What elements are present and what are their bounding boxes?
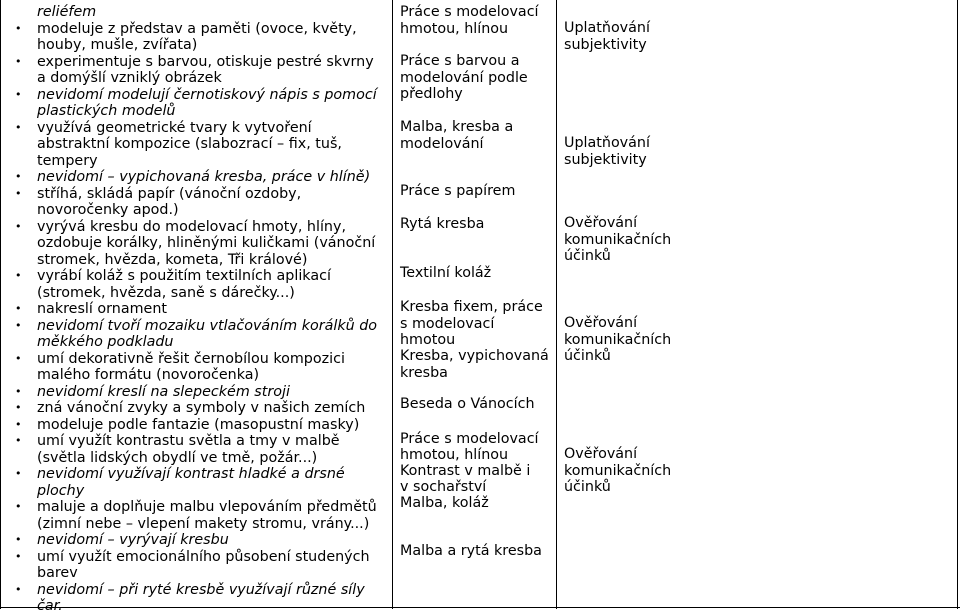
column-divider-1 [392,0,393,609]
outcome-list-item: • modeluje z představ a paměti (ovoce, květy, [37,21,357,38]
outcome-list-line: malého formátu (novoročenka) [37,367,260,383]
outcome-list-line: (stromek, hvězda, saně s dárečky...) [37,284,295,301]
outcome-list-line: abstraktní kompozice (slabozrací – fix, tuš, [37,136,342,152]
topic-entry: Práce s modelovací hmotou, hlínou [400,4,539,37]
outcome-list-item: • umí využít kontrastu světla a tmy v malbě [37,433,340,450]
outcome-list-item: • nevidomí – vypichovaná kresba, práce v hlíně) [37,169,370,186]
outcome-list-item: • stříhá, skládá papír (vánoční ozdoby, [37,186,301,203]
topic-entry: Kresba fixem, práce s modelovací hmotou [400,299,543,348]
outcome-list-item: • umí využít emocionálního působení studených [37,549,370,566]
cross-topic-entry: Uplatňování subjektivity [564,20,650,53]
outcome-list-line: ozdobuje korálky, hliněnými kuličkami (vánoční [37,235,376,251]
outcome-list-item: • modeluje podle fantazie (masopustní masky) [37,417,359,434]
outcome-list-line: tempery [37,152,98,169]
topic-entry: Kresba, vypichovaná kresba [400,348,549,381]
outcome-list-line: měkkého podkladu [37,334,174,350]
outcome-list-item: • nevidomí kreslí na slepeckém stroji [37,384,290,401]
outcome-list-line: (zimní nebe – vlepení makety stromu, vrány...) [37,515,370,532]
outcome-list-item: • zná vánoční zvyky a symboly v našich zemích [37,400,365,417]
outcome-list-line: (světla lidských obydlí ve tmě, požár...) [37,449,318,466]
outcome-list-item: • nevidomí – vyrývají kresbu [37,532,229,549]
topic-entry: Textilní koláž [400,265,492,281]
outcome-list-item: • využívá geometrické tvary k vytvoření [37,120,312,137]
outcome-list-line: a domýšlí vzniklý obrázek [37,70,222,86]
topic-entry: Beseda o Vánocích [400,396,535,412]
table-border-right [957,0,958,609]
outcome-list-line: plochy [37,482,85,499]
topic-entry: Malba, kresba a modelování [400,119,514,152]
outcome-list-line: barev [37,565,78,581]
outcome-list-line: stromek, hvězda, kometa, Tři králové) [37,251,308,268]
topic-entry: Práce s modelovací hmotou, hlínou Kontrast v malbě i v sochařství Malba, koláž [400,431,539,511]
cross-topic-entry: Uplatňování subjektivity [564,135,650,168]
outcome-list-item: • maluje a doplňuje malbu vlepováním předmětů [37,499,377,516]
outcome-list-item: • vyrývá kresbu do modelovací hmoty, hlíny, [37,219,346,236]
outcome-list-line: houby, mušle, zvířata) [37,37,198,53]
outcome-list-item: • nevidomí využívají kontrast hladké a drsné [37,466,345,483]
topic-entry: Práce s barvou a modelování podle předlohy [400,53,528,102]
outcome-list-item: • vyrábí koláž s použitím textilních aplikací [37,268,331,285]
outcome-list-item: • nevidomí modelují černotiskový nápis s pomocí [37,87,377,104]
table-border-bottom [0,607,960,608]
outcome-list-item: • nevidomí – při ryté kresbě využívají různé síly [37,582,365,599]
outcome-list-line: novoročenky apod.) [37,202,179,218]
outcome-list-line: čar. [37,598,63,614]
topic-entry: Rytá kresba [400,216,485,232]
topic-entry: Malba a rytá kresba [400,543,542,559]
topic-entry: Práce s papírem [400,183,516,199]
outcome-list-line: plastických modelů [37,103,176,119]
outcome-list-line: reliéfem [37,4,97,20]
cross-topic-entry: Ověřování komunikačních účinků [564,315,672,364]
outcome-list-item: • experimentuje s barvou, otiskuje pestré skvrny [37,54,374,71]
outcome-list-item: • umí dekorativně řešit černobílou kompozici [37,351,345,368]
column-divider-2 [556,0,557,609]
cross-topic-entry: Ověřování komunikačních účinků [564,446,672,495]
cross-topic-entry: Ověřování komunikačních účinků [564,215,672,264]
table-border-left [0,0,1,609]
outcome-list-item: • nevidomí tvoří mozaiku vtlačováním korálků do [37,318,377,335]
outcome-list-item: • nakreslí ornament [37,301,167,318]
